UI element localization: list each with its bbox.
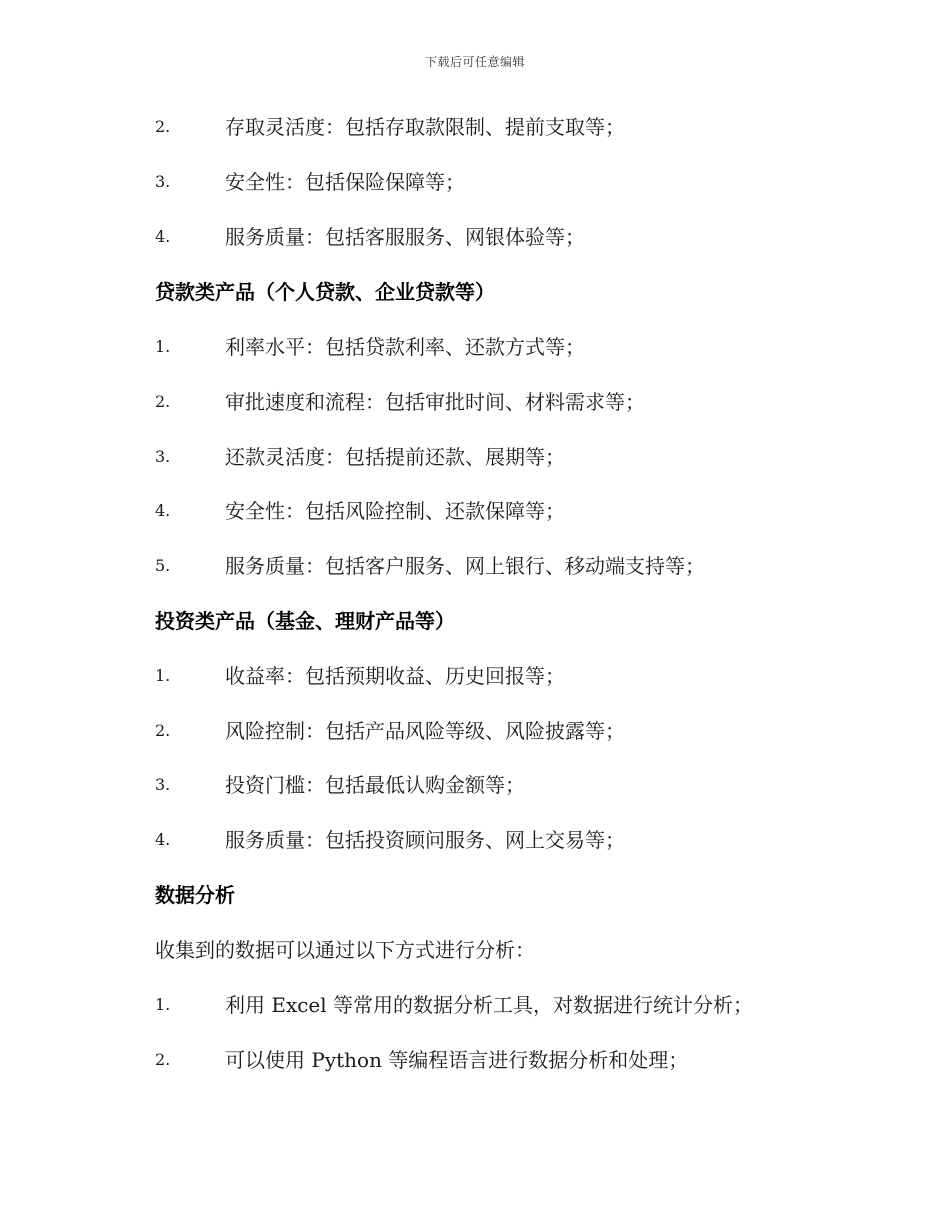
list-item-number: 4. [155, 501, 171, 520]
list-item-text: 安全性：包括保险保障等； [225, 170, 465, 194]
list-item-number: 3. [155, 172, 171, 191]
list-item-text: 风险控制：包括产品风险等级、风险披露等； [225, 719, 625, 743]
page-header: 下载后可任意编辑 [424, 55, 525, 69]
section-heading-investment: 投资类产品（基金、理财产品等） [155, 609, 455, 633]
list-item-text: 还款灵活度：包括提前还款、展期等； [225, 445, 565, 469]
list-item-number: 4. [155, 830, 171, 849]
list-item-number: 3. [155, 775, 171, 794]
section-heading-loan: 贷款类产品（个人贷款、企业贷款等） [155, 280, 495, 304]
list-item-number: 1. [155, 337, 171, 356]
list-item-text: 利率水平：包括贷款利率、还款方式等； [225, 335, 585, 359]
list-item-text: 服务质量：包括投资顾问服务、网上交易等； [225, 828, 625, 852]
list-item-text: 安全性：包括风险控制、还款保障等； [225, 499, 565, 523]
section-heading-analysis: 数据分析 [155, 883, 235, 907]
list-item-text: 审批速度和流程：包括审批时间、材料需求等； [225, 390, 645, 414]
list-item-text: 服务质量：包括客服服务、网银体验等； [225, 225, 585, 249]
list-item-text: 可以使用 Python 等编程语言进行数据分析和处理； [225, 1048, 689, 1072]
list-item-number: 2. [155, 117, 171, 136]
list-item-number: 2. [155, 1050, 171, 1069]
paragraph-intro: 收集到的数据可以通过以下方式进行分析： [155, 938, 535, 962]
list-item-number: 4. [155, 227, 171, 246]
list-item-text: 投资门槛：包括最低认购金额等； [225, 773, 525, 797]
list-item-number: 2. [155, 721, 171, 740]
list-item-number: 2. [155, 392, 171, 411]
list-item-number: 1. [155, 666, 171, 685]
list-item-text: 存取灵活度：包括存取款限制、提前支取等； [225, 115, 625, 139]
list-item-text: 收益率：包括预期收益、历史回报等； [225, 664, 565, 688]
list-item-number: 3. [155, 447, 171, 466]
list-item-text: 利用 Excel 等常用的数据分析工具，对数据进行统计分析； [225, 993, 754, 1017]
list-item-number: 1. [155, 995, 171, 1014]
list-item-text: 服务质量：包括客户服务、网上银行、移动端支持等； [225, 554, 705, 578]
list-item-number: 5. [155, 556, 171, 575]
